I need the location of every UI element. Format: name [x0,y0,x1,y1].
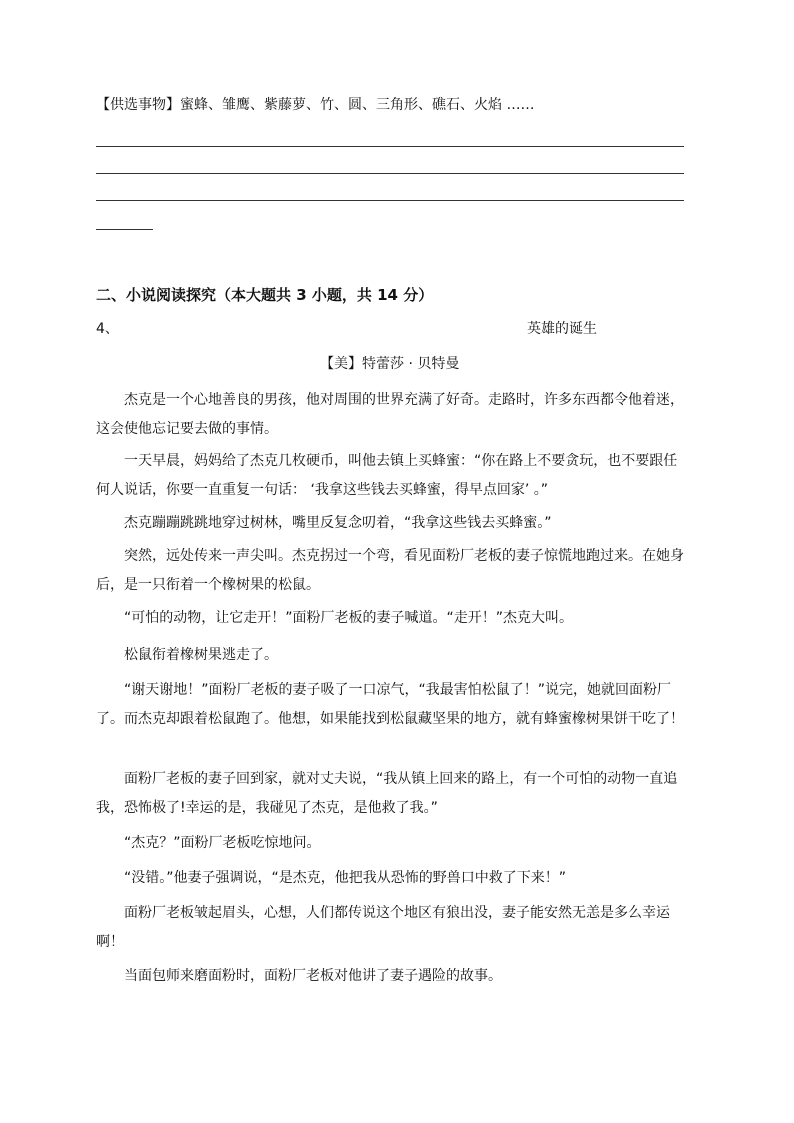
paragraph-3: 杰克蹦蹦跳跳地穿过树林，嘴里反复念叨着，“我拿这些钱去买蜂蜜。” [124,515,552,531]
paragraph-10: “没错。”他妻子强调说，“是杰克，他把我从恐怖的野兽口中救了下来！” [124,870,567,886]
paragraph-8: 面粉厂老板的妻子回到家，就对丈夫说，“我从镇上回来的路上，有一个可怕的动物一直追我，恐怖极了!幸运的是，我碰见了杰克，是他救了我。” [96,771,678,816]
answer-line-1 [96,146,684,147]
paragraph-1: 杰克是一个心地善良的男孩，他对周围的世界充满了好奇。走路时，许多东西都令他着迷，这会使他忘记要去做的事情。 [96,392,684,437]
choices-line: 【供选事物】蜜蜂、雏鹰、紫藤萝、竹、圆、三角形、礁石、火焰 …… [96,97,535,113]
question-number: 4、 [96,321,119,337]
section-heading: 二、小说阅读探究（本大题共 3 小题，共 14 分） [96,286,434,304]
paragraph-9: “杰克？”面粉厂老板吃惊地问。 [124,835,321,851]
paragraph-11: 面粉厂老板皱起眉头，心想，人们都传说这个地区有狼出没，妻子能安然无恙是多么幸运啊！ [96,905,670,950]
author-line: 【美】特蕾莎 · 贝特曼 [320,356,460,372]
paragraph-4: 突然，远处传来一声尖叫。杰克拐过一个弯，看见面粉厂老板的妻子惊慌地跑过来。在她身后，是一只衔着一个橡树果的松鼠。 [96,548,684,593]
story-title: 英雄的诞生 [527,321,597,337]
paragraph-7: “谢天谢地！”面粉厂老板的妻子吸了一口凉气，“我最害怕松鼠了！”说完，她就回面粉厂了。而杰克却跟着松鼠跑了。他想，如果能找到松鼠藏坚果的地方，就有蜂蜜橡树果饼干吃了！ [96,682,684,727]
paragraph-12: 当面包师来磨面粉时，面粉厂老板对他讲了妻子遇险的故事。 [124,968,502,984]
paragraph-2: 一天早晨，妈妈给了杰克几枚硬币，叫他去镇上买蜂蜜：“你在路上不要贪玩，也不要跟任何人说话，你要一直重复一句话： ‘我拿这些钱去买蜂蜜，得早点回家’ 。” [96,453,678,498]
answer-line-4 [96,229,153,230]
paragraph-6: 松鼠衔着橡树果逃走了。 [124,647,278,663]
answer-line-2 [96,173,684,174]
paragraph-5: “可怕的动物，让它走开！”面粉厂老板的妻子喊道。“走开！”杰克大叫。 [124,610,574,626]
answer-line-3 [96,200,684,201]
